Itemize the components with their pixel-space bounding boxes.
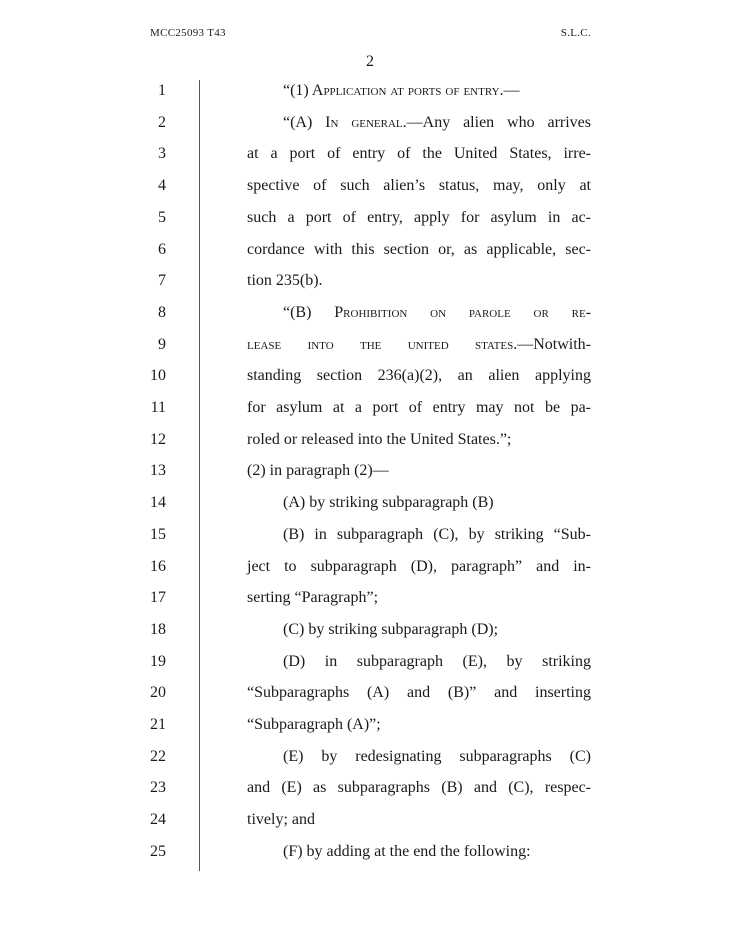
line-number: 6 <box>158 240 166 258</box>
line-number: 1 <box>158 82 166 99</box>
document-line <box>0 747 735 779</box>
line-text <box>247 208 591 228</box>
text-run: .— <box>499 82 520 99</box>
line-text <box>247 588 591 608</box>
line-text <box>283 747 591 767</box>
line-number: 17 <box>150 589 166 607</box>
document-line <box>0 461 735 493</box>
line-text <box>283 493 591 513</box>
line-text <box>247 683 591 703</box>
line-text <box>247 271 591 291</box>
text-run: spective of such alien’s status, may, only at <box>247 177 591 195</box>
office-code: S.L.C. <box>560 27 591 39</box>
line-number: 8 <box>158 303 166 321</box>
text-run: (E) by redesignating subparagraphs (C) <box>283 747 591 765</box>
document-line <box>0 144 735 176</box>
line-text <box>283 303 591 323</box>
text-run: serting “Paragraph”; <box>247 589 379 607</box>
line-text <box>247 810 591 830</box>
document-line <box>0 493 735 525</box>
line-text <box>247 557 591 577</box>
line-text <box>247 430 591 450</box>
line-text <box>247 335 591 355</box>
document-line <box>0 525 735 557</box>
text-run: “(1) A <box>283 82 324 99</box>
line-number: 4 <box>158 177 166 195</box>
small-caps-heading-text: pplication at ports of entry <box>323 82 500 99</box>
line-text <box>247 240 591 260</box>
line-number: 25 <box>150 842 166 860</box>
line-text <box>247 778 591 798</box>
small-caps-heading-text: lease into the united states <box>247 335 514 353</box>
text-run: (D) in subparagraph (E), by striking <box>283 652 591 670</box>
text-run: such a port of entry, apply for asylum in ac- <box>247 208 591 226</box>
document-line <box>0 683 735 715</box>
document-line <box>0 398 735 430</box>
document-line <box>0 620 735 652</box>
text-run: standing section 236(a)(2), an alien applying <box>247 367 591 385</box>
line-number: 18 <box>150 620 166 638</box>
document-line <box>0 335 735 367</box>
line-number: 21 <box>150 716 166 733</box>
text-run: tively; and <box>247 811 315 829</box>
line-number: 3 <box>158 145 166 163</box>
text-run: “Subparagraph (A)”; <box>247 716 381 733</box>
text-run: at a port of entry of the United States, irre- <box>247 145 591 163</box>
line-text <box>283 113 591 133</box>
line-number: 19 <box>150 652 166 670</box>
line-number: 22 <box>150 747 166 765</box>
line-text <box>247 176 591 196</box>
text-run: .—Notwith- <box>513 335 591 353</box>
text-run: (2) in paragraph (2)— <box>247 462 389 480</box>
document-line <box>0 208 735 240</box>
document-line <box>0 715 735 747</box>
document-line <box>0 557 735 589</box>
line-number: 13 <box>150 462 166 480</box>
document-line <box>0 652 735 684</box>
line-text <box>247 715 591 735</box>
line-text <box>283 81 591 101</box>
page-number: 2 <box>366 53 374 70</box>
document-line <box>0 810 735 842</box>
text-run: ject to subparagraph (D), paragraph” and in- <box>247 557 591 575</box>
line-text <box>247 144 591 164</box>
text-run: “(B) P <box>283 303 344 321</box>
document-line <box>0 588 735 620</box>
line-number: 16 <box>150 557 166 575</box>
text-run: tion 235(b). <box>247 272 323 290</box>
line-text <box>283 652 591 672</box>
text-run: roled or released into the United States.”; <box>247 430 512 448</box>
line-number: 10 <box>150 367 166 385</box>
small-caps-heading-text: n general <box>330 113 403 131</box>
line-number: 20 <box>150 684 166 702</box>
line-text <box>247 461 591 481</box>
document-line <box>0 81 735 113</box>
document-line <box>0 113 735 145</box>
line-number: 2 <box>158 113 166 131</box>
line-number: 9 <box>158 335 166 353</box>
text-run: “Subparagraphs (A) and (B)” and inserting <box>247 684 591 702</box>
line-number: 11 <box>150 399 166 416</box>
line-number: 23 <box>150 779 166 797</box>
line-text <box>283 525 591 545</box>
text-run: (A) by striking subparagraph (B) <box>283 494 494 512</box>
text-run: cordance with this section or, as applicable, sec- <box>247 240 591 258</box>
document-line <box>0 271 735 303</box>
document-line <box>0 240 735 272</box>
text-run: for asylum at a port of entry may not be pa- <box>247 399 591 416</box>
text-run: (F) by adding at the end the following: <box>283 842 531 860</box>
text-run: “(A) I <box>283 113 331 131</box>
text-run: .—Any alien who arrives <box>402 113 591 131</box>
text-run: - <box>585 303 592 321</box>
text-run: (C) by striking subparagraph (D); <box>283 620 499 638</box>
document-line <box>0 366 735 398</box>
line-number: 24 <box>150 811 166 829</box>
document-line <box>0 303 735 335</box>
line-number: 15 <box>150 525 166 543</box>
text-run: (B) in subparagraph (C), by striking “Sub- <box>283 525 591 543</box>
line-text <box>283 620 591 640</box>
line-text <box>283 842 591 862</box>
line-text <box>247 366 591 386</box>
small-caps-heading-text: rohibition on parole or re <box>343 303 586 321</box>
line-number: 5 <box>158 208 166 226</box>
line-number: 12 <box>150 430 166 448</box>
line-text <box>247 398 591 418</box>
document-line <box>0 842 735 874</box>
document-id: MCC25093 T43 <box>150 27 226 39</box>
line-number: 7 <box>158 272 166 290</box>
document-line <box>0 430 735 462</box>
text-run: and (E) as subparagraphs (B) and (C), respec- <box>247 779 591 797</box>
document-line <box>0 176 735 208</box>
line-number: 14 <box>150 494 166 512</box>
document-line <box>0 778 735 810</box>
